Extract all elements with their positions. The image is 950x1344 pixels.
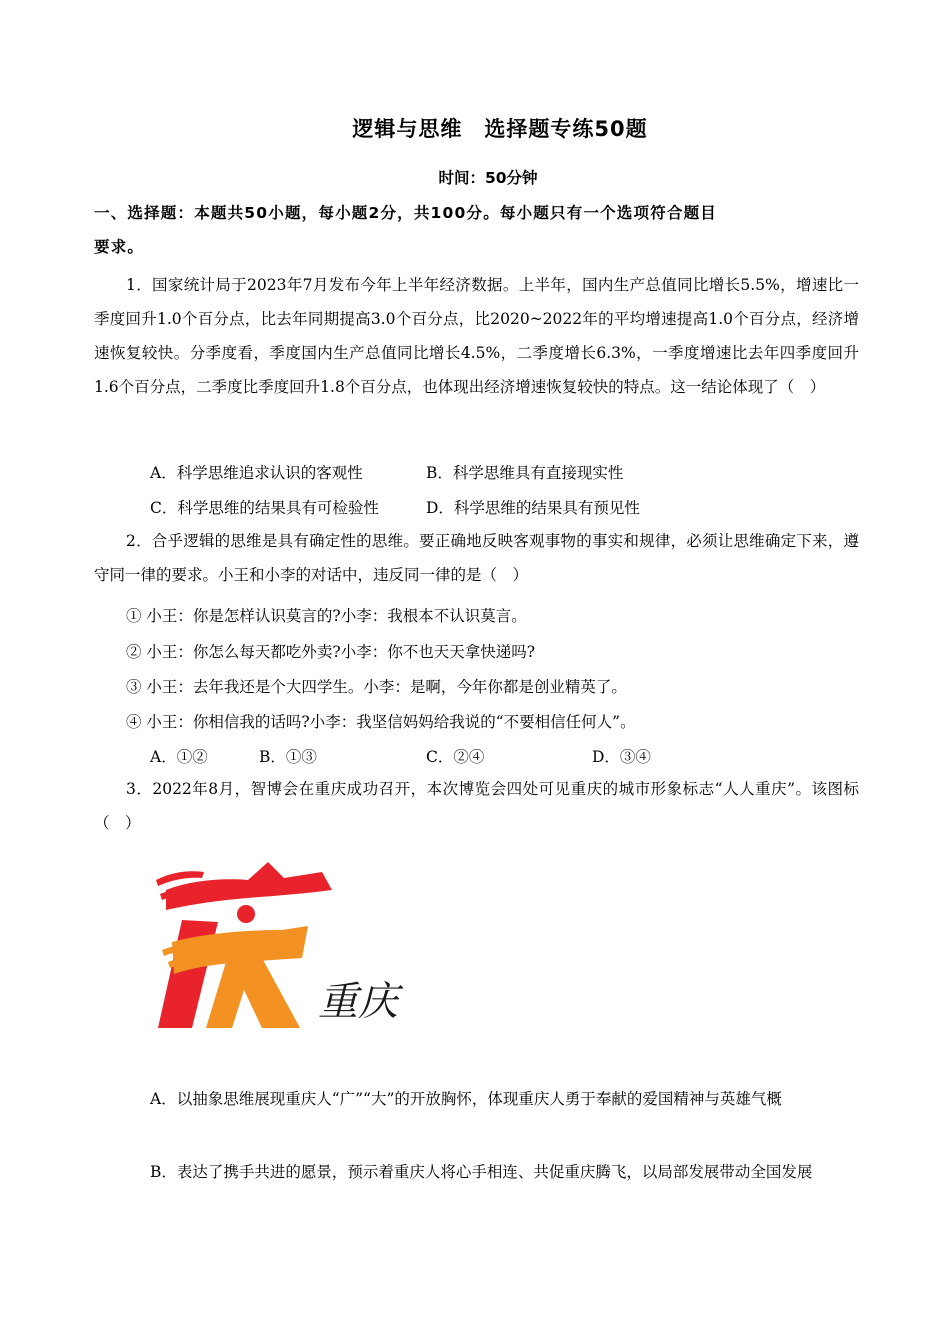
question-2-option-a: A．①②	[150, 748, 208, 766]
question-2-stem: 2．合乎逻辑的思维是具有确定性的思维。要正确地反映客观事物的事实和规律，必须让思维确定下来，遵守同一律的要求。小王和小李的对话中，违反同一律的是（ ）	[94, 532, 859, 584]
time-limit: 时间：50分钟	[438, 169, 538, 187]
question-2-option-d: D．③④	[592, 748, 651, 766]
chongqing-logo-image	[152, 850, 412, 1035]
question-2-statement-4: ④ 小王：你相信我的话吗?小李：我坚信妈妈给我说的“不要相信任何人”。	[126, 713, 636, 731]
logo-calligraphy-text: 重庆	[318, 979, 398, 1025]
question-1-option-c: C．科学思维的结果具有可检验性	[150, 499, 379, 517]
section-heading-line1: 一、选择题：本题共50小题，每小题2分，共100分。每小题只有一个选项符合题目	[94, 204, 718, 222]
question-3-option-b: B．表达了携手共进的愿景，预示着重庆人将心手相连、共促重庆腾飞，以局部发展带动全国发展	[150, 1163, 813, 1181]
question-1-option-d: D．科学思维的结果具有预见性	[426, 499, 640, 517]
question-2-statement-1: ① 小王：你是怎样认识莫言的?小李：我根本不认识莫言。	[126, 607, 527, 625]
section-heading	[94, 196, 859, 264]
question-3-option-a: A．以抽象思维展现重庆人“广”“大”的开放胸怀，体现重庆人勇于奉献的爱国精神与英雄气概	[150, 1090, 782, 1108]
question-3-stem: 3．2022年8月，智博会在重庆成功召开，本次博览会四处可见重庆的城市形象标志“人人重庆”。该图标（ ）	[94, 780, 859, 832]
question-1-stem: 1．国家统计局于2023年7月发布今年上半年经济数据。上半年，国内生产总值同比增长5.5%，增速比一季度回升1.0个百分点，比去年同期提高3.0个百分点，比2020~2022年的平均增速提高1.0个百分点，经济增速恢复较快。分季度看，季度国内生产总值同比增长4.5%，二季度增长6.3%，一季度增速比去年四季度回升1.6个百分点，二季度比季度回升1.8个百分点，也体现出经济增速恢复较快的特点。这一结论体现了（ ）	[94, 276, 859, 396]
document-title: 逻辑与思维 选择题专练50题	[352, 117, 648, 141]
question-2-option-b: B．①③	[259, 748, 317, 766]
question-2-statement-3: ③ 小王：去年我还是个大四学生。小李：是啊，今年你都是创业精英了。	[126, 678, 627, 696]
section-heading-line2: 要求。	[94, 238, 145, 256]
question-1-option-b: B．科学思维具有直接现实性	[426, 464, 624, 482]
question-2-statement-2: ② 小王：你怎么每天都吃外卖?小李：你不也天天拿快递吗?	[126, 643, 536, 661]
question-2-option-c: C．②④	[426, 748, 485, 766]
question-1-option-a: A．科学思维追求认识的客观性	[150, 464, 363, 482]
